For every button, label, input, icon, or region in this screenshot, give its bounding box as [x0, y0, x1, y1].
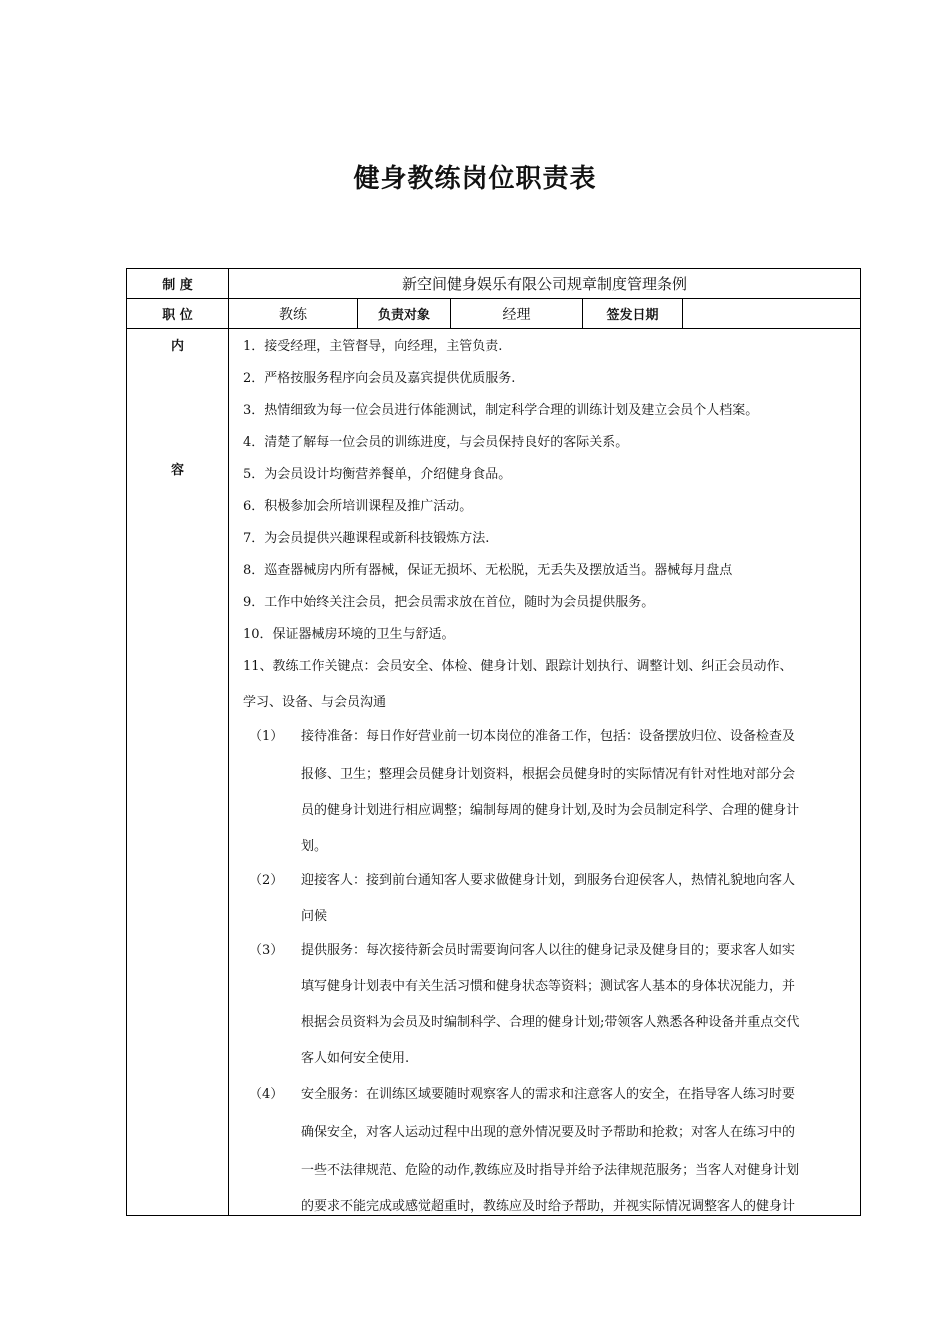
position-label: 职 位 [127, 299, 229, 328]
date-label: 签发日期 [583, 299, 683, 328]
content-label [127, 329, 229, 1215]
regulation-label: 制 度 [127, 269, 229, 298]
list-item: 学习、设备、与会员沟通 [243, 695, 387, 710]
page-title: 健身教练岗位职责表 [353, 164, 597, 194]
list-item: 1．接受经理，主管督导，向经理，主管负责. [243, 339, 503, 354]
duty-table [126, 268, 861, 1216]
list-item: 3．热情细致为每一位会员进行体能测试，制定科学合理的训练计划及建立会员个人档案。 [243, 403, 759, 418]
subitem-line: 迎接客人：接到前台通知客人要求做健身计划，到服务台迎侯客人，热情礼貌地向客人 [301, 873, 796, 888]
responsible-value: 经理 [451, 299, 583, 328]
list-item: 11、教练工作关键点：会员安全、体检、健身计划、跟踪计划执行、调整计划、纠正会员动作、 [243, 659, 793, 674]
row-position [127, 299, 860, 329]
subitem-line: 客人如何安全使用. [301, 1051, 410, 1066]
subitem-line: 的要求不能完成或感觉超重时，教练应及时给予帮助，并视实际情况调整客人的健身计 [301, 1199, 796, 1214]
subitem-line: 划。 [301, 839, 328, 854]
content-body [229, 329, 860, 1215]
subitem-number: （3） [249, 943, 284, 958]
list-item: 8．巡查器械房内所有器械，保证无损坏、无松脱，无丢失及摆放适当。器械每月盘点 [243, 563, 733, 578]
regulation-value: 新空间健身娱乐有限公司规章制度管理条例 [401, 275, 687, 293]
subitem-line: 提供服务：每次接待新会员时需要询问客人以往的健身记录及健身目的；要求客人如实 [301, 943, 796, 958]
subitem-line: 一些不法律规范、危险的动作,教练应及时指导并给予法律规范服务；当客人对健身计划 [301, 1163, 800, 1178]
list-item: 7．为会员提供兴趣课程或新科技锻炼方法. [243, 531, 490, 546]
content-row [127, 329, 860, 1215]
date-value [683, 299, 860, 328]
content-label-2: 容 [170, 463, 184, 478]
responsible-label: 负责对象 [358, 299, 451, 328]
content-label-1: 内 [170, 339, 184, 354]
subitem-line: 报修、卫生；整理会员健身计划资料，根据会员健身时的实际情况有针对性地对部分会 [301, 767, 796, 782]
subitem-number: （1） [249, 729, 284, 744]
list-item: 10．保证器械房环境的卫生与舒适。 [243, 627, 455, 642]
subitem-line: 安全服务：在训练区域要随时观察客人的需求和注意客人的安全，在指导客人练习时要 [301, 1087, 796, 1102]
list-item: 4．清楚了解每一位会员的训练进度，与会员保持良好的客际关系。 [243, 435, 629, 450]
list-item: 6．积极参加会所培训课程及推广活动。 [243, 499, 473, 514]
subitem-line: 接待准备：每日作好营业前一切本岗位的准备工作，包括：设备摆放归位、设备检查及 [301, 729, 796, 744]
row-regulation [127, 269, 860, 299]
position-value: 教练 [229, 299, 358, 328]
list-item: 5．为会员设计均衡营养餐单，介绍健身食品。 [243, 467, 512, 482]
subitem-line: 员的健身计划进行相应调整；编制每周的健身计划,及时为会员制定科学、合理的健身计 [301, 803, 800, 818]
list-item: 2．严格按服务程序向会员及嘉宾提供优质服务. [243, 371, 516, 386]
subitem-number: （2） [249, 873, 284, 888]
subitem-line: 填写健身计划表中有关生活习惯和健身状态等资料；测试客人基本的身体状况能力，并 [301, 979, 796, 994]
list-item: 9．工作中始终关注会员，把会员需求放在首位，随时为会员提供服务。 [243, 595, 655, 610]
subitem-line: 根据会员资料为会员及时编制科学、合理的健身计划;带领客人熟悉各种设备并重点交代 [301, 1015, 800, 1030]
subitem-number: （4） [249, 1087, 284, 1102]
subitem-line: 问候 [301, 909, 328, 924]
subitem-line: 确保安全，对客人运动过程中出现的意外情况要及时予帮助和抢救；对客人在练习中的 [301, 1125, 796, 1140]
